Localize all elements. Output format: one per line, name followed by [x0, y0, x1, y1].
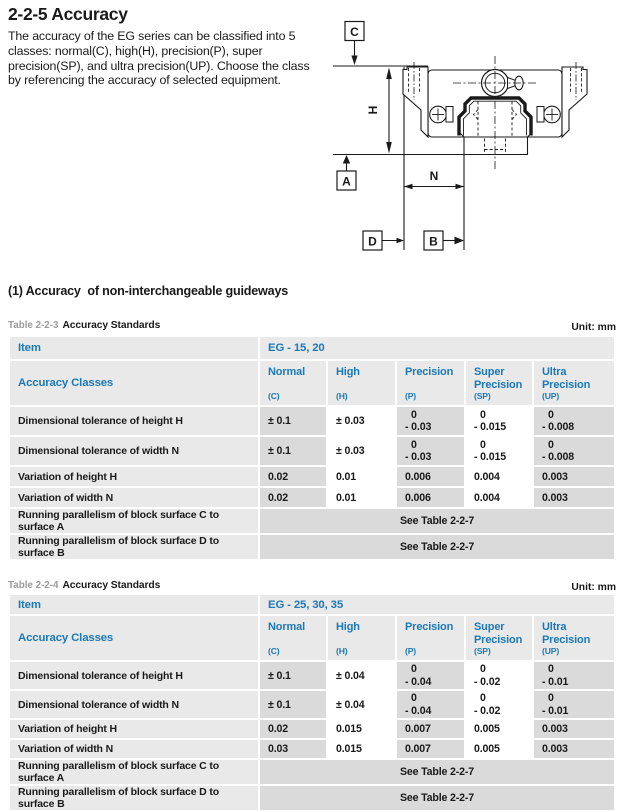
- row-label-cell: Running parallelism of block surface C to surface A: [10, 760, 258, 784]
- class-code-label: (SP): [474, 646, 491, 657]
- row-label-cell: Variation of height H: [10, 467, 258, 486]
- value-cell: [397, 407, 464, 435]
- class-header-cell: [260, 616, 326, 660]
- class-header: [328, 361, 395, 405]
- merged-reference-cell: See Table 2-2-7: [260, 760, 614, 784]
- datum-a-label: A: [342, 174, 351, 189]
- class-name-label: Super Precision: [474, 621, 523, 646]
- value-cell: 0.007: [397, 720, 464, 738]
- class-name-label: Normal: [268, 366, 305, 378]
- table-2-unit-label: Unit: mm: [571, 582, 616, 593]
- class-code-label: (SP): [474, 391, 491, 402]
- class-header-cell: [260, 361, 326, 405]
- merged-reference-cell: See Table 2-2-7: [260, 535, 614, 559]
- table-row: [10, 407, 614, 435]
- height-dimension: [386, 68, 392, 154]
- class-name-label: Super Precision: [474, 366, 523, 391]
- item-label-cell: Item: [10, 337, 258, 359]
- item-value-cell: EG - 15, 20: [260, 337, 614, 359]
- value-cell: 0.003: [534, 467, 614, 486]
- tolerance-line: 0: [411, 663, 417, 676]
- row-label-cell: Dimensional tolerance of width N: [10, 437, 258, 465]
- merged-reference-cell: See Table 2-2-7: [260, 509, 614, 533]
- tolerance-line: 0: [480, 408, 486, 421]
- class-name-label: Ultra Precision: [542, 621, 591, 646]
- tolerance-line: 0: [411, 408, 417, 421]
- value-cell: [397, 691, 464, 718]
- class-header: [260, 361, 326, 405]
- tolerance-line: 0: [480, 438, 486, 451]
- class-name-label: Precision: [405, 621, 454, 633]
- class-header-cell: [534, 361, 614, 405]
- class-name-label: High: [336, 366, 360, 378]
- tolerance-line: 0: [548, 663, 554, 676]
- class-header-cell: [328, 616, 395, 660]
- tolerance-line: - 0.01: [542, 704, 569, 717]
- datum-d-label: D: [368, 234, 377, 249]
- tolerance-line: 0: [548, 438, 554, 451]
- tolerance-line: 0: [411, 692, 417, 705]
- row-label-cell: Variation of height H: [10, 720, 258, 738]
- table-row: [10, 662, 614, 689]
- intro-paragraph: The accuracy of the EG series can be classified into 5 classes: normal(C), high(H), precision(P), super precision(SP), and ultra precision(UP). Choose the class by referencing the accuracy of selected equipment.: [8, 29, 313, 88]
- tolerance-line: - 0.04: [405, 675, 432, 688]
- page-title: 2-2-5 Accuracy: [8, 4, 128, 24]
- class-header: [466, 361, 532, 405]
- merged-reference-cell: See Table 2-2-7: [260, 786, 614, 810]
- tolerance-line: 0: [548, 692, 554, 705]
- accuracy-classes-row: [10, 616, 614, 660]
- value-cell: 0.02: [260, 488, 326, 507]
- tolerance-line: - 0.008: [542, 451, 574, 464]
- item-row: [10, 595, 614, 614]
- row-label-cell: Dimensional tolerance of width N: [10, 691, 258, 718]
- class-header: [397, 616, 464, 660]
- class-header-cell: [466, 616, 532, 660]
- value-cell: [466, 437, 532, 465]
- accuracy-classes-label-cell: Accuracy Classes: [10, 361, 258, 405]
- value-cell: 0.006: [397, 467, 464, 486]
- table-row: [10, 740, 614, 758]
- class-header-cell: [397, 616, 464, 660]
- block-right-flange: [562, 67, 587, 137]
- value-cell: 0.03: [260, 740, 326, 758]
- table-row: [10, 691, 614, 718]
- tolerance-line: - 0.01: [542, 675, 569, 688]
- value-cell: 0.015: [328, 720, 395, 738]
- value-cell: 0.01: [328, 488, 395, 507]
- value-cell: [466, 662, 532, 689]
- class-code-label: (P): [405, 646, 417, 657]
- value-cell: 0.004: [466, 467, 532, 486]
- class-code-label: (H): [336, 646, 348, 657]
- value-cell: 0.006: [397, 488, 464, 507]
- parallelism-row: [10, 786, 614, 810]
- value-cell: [534, 437, 614, 465]
- value-cell: [534, 662, 614, 689]
- value-cell: ± 0.03: [328, 437, 395, 465]
- accuracy-table-eg-15-20: [8, 335, 616, 561]
- value-cell: ± 0.03: [328, 407, 395, 435]
- table-2-caption-title: Accuracy Standards: [62, 580, 161, 591]
- value-cell: [466, 407, 532, 435]
- row-label-cell: Running parallelism of block surface C to surface A: [10, 509, 258, 533]
- value-cell: 0.01: [328, 467, 395, 486]
- row-label-cell: Running parallelism of block surface D to surface B: [10, 786, 258, 810]
- value-cell: 0.015: [328, 740, 395, 758]
- table-row: [10, 467, 614, 486]
- datum-b-label: B: [429, 234, 438, 249]
- value-cell: 0.004: [466, 488, 532, 507]
- value-cell: 0.02: [260, 467, 326, 486]
- datum-c-label: C: [350, 24, 359, 39]
- item-row: [10, 337, 614, 359]
- tolerance-line: - 0.008: [542, 421, 574, 434]
- class-header: [534, 361, 614, 405]
- class-code-label: (C): [268, 646, 280, 657]
- value-cell: [534, 407, 614, 435]
- item-label-cell: Item: [10, 595, 258, 614]
- table-row: [10, 488, 614, 507]
- value-cell: ± 0.04: [328, 691, 395, 718]
- row-label-cell: Variation of width N: [10, 740, 258, 758]
- table-1-caption-text: [8, 315, 160, 333]
- tolerance-line: - 0.015: [474, 451, 506, 464]
- seal-tab-right: [537, 107, 544, 123]
- tolerance-line: - 0.015: [474, 421, 506, 434]
- tolerance-line: - 0.02: [474, 704, 501, 717]
- table-row: [10, 720, 614, 738]
- value-cell: ± 0.1: [260, 407, 326, 435]
- width-dim-label: N: [429, 169, 439, 183]
- tolerance-line: 0: [480, 692, 486, 705]
- table-1-caption-number: Table 2-2-3: [8, 320, 59, 331]
- tolerance-line: - 0.03: [405, 451, 432, 464]
- class-header: [328, 616, 395, 660]
- tolerance-line: 0: [480, 663, 486, 676]
- value-cell: 0.003: [534, 740, 614, 758]
- value-cell: 0.003: [534, 720, 614, 738]
- value-cell: ± 0.1: [260, 662, 326, 689]
- value-cell: ± 0.1: [260, 437, 326, 465]
- accuracy-table-eg-25-30-35: [8, 593, 616, 812]
- table-1-caption-title: Accuracy Standards: [62, 320, 161, 331]
- row-label-cell: Dimensional tolerance of height H: [10, 407, 258, 435]
- class-name-label: Ultra Precision: [542, 366, 591, 391]
- table-1-unit-label: Unit: mm: [571, 322, 616, 333]
- item-value-cell: EG - 25, 30, 35: [260, 595, 614, 614]
- table-1-caption: [8, 317, 616, 333]
- width-dimension: [404, 184, 464, 190]
- value-cell: [466, 691, 532, 718]
- table-2-caption: [8, 577, 616, 593]
- seal-tab-left: [446, 107, 453, 123]
- value-cell: 0.005: [466, 740, 532, 758]
- class-name-label: High: [336, 621, 360, 633]
- class-header: [397, 361, 464, 405]
- accuracy-classes-label-cell: Accuracy Classes: [10, 616, 258, 660]
- class-code-label: (UP): [542, 391, 560, 402]
- block-left-flange: [403, 67, 428, 137]
- class-header: [466, 616, 532, 660]
- table-2-caption-text: [8, 575, 160, 593]
- class-code-label: (H): [336, 391, 348, 402]
- value-cell: [534, 691, 614, 718]
- parallelism-row: [10, 535, 614, 559]
- tolerance-line: - 0.04: [405, 704, 432, 717]
- accuracy-classes-row: [10, 361, 614, 405]
- value-cell: [397, 662, 464, 689]
- value-cell: 0.007: [397, 740, 464, 758]
- section-heading: (1) Accuracy of non-interchangeable guideways: [8, 284, 289, 298]
- parallelism-row: [10, 760, 614, 784]
- tolerance-line: - 0.03: [405, 421, 432, 434]
- class-header-cell: [397, 361, 464, 405]
- parallelism-row: [10, 509, 614, 533]
- row-label-cell: Variation of width N: [10, 488, 258, 507]
- class-code-label: (UP): [542, 646, 560, 657]
- tolerance-line: - 0.02: [474, 675, 501, 688]
- tolerance-line: 0: [411, 438, 417, 451]
- class-code-label: (P): [405, 391, 417, 402]
- value-cell: ± 0.04: [328, 662, 395, 689]
- value-cell: 0.02: [260, 720, 326, 738]
- class-name-label: Normal: [268, 621, 305, 633]
- class-name-label: Precision: [405, 366, 454, 378]
- accuracy-diagram: [312, 0, 624, 280]
- table-row: [10, 437, 614, 465]
- value-cell: ± 0.1: [260, 691, 326, 718]
- table-2-caption-number: Table 2-2-4: [8, 580, 59, 591]
- value-cell: 0.003: [534, 488, 614, 507]
- row-label-cell: Running parallelism of block surface D to surface B: [10, 535, 258, 559]
- class-header-cell: [534, 616, 614, 660]
- class-header-cell: [328, 361, 395, 405]
- row-label-cell: Dimensional tolerance of height H: [10, 662, 258, 689]
- class-header-cell: [466, 361, 532, 405]
- tolerance-line: 0: [548, 408, 554, 421]
- value-cell: [397, 437, 464, 465]
- class-code-label: (C): [268, 391, 280, 402]
- height-dim-label: H: [366, 105, 380, 115]
- class-header: [260, 616, 326, 660]
- class-header: [534, 616, 614, 660]
- value-cell: 0.005: [466, 720, 532, 738]
